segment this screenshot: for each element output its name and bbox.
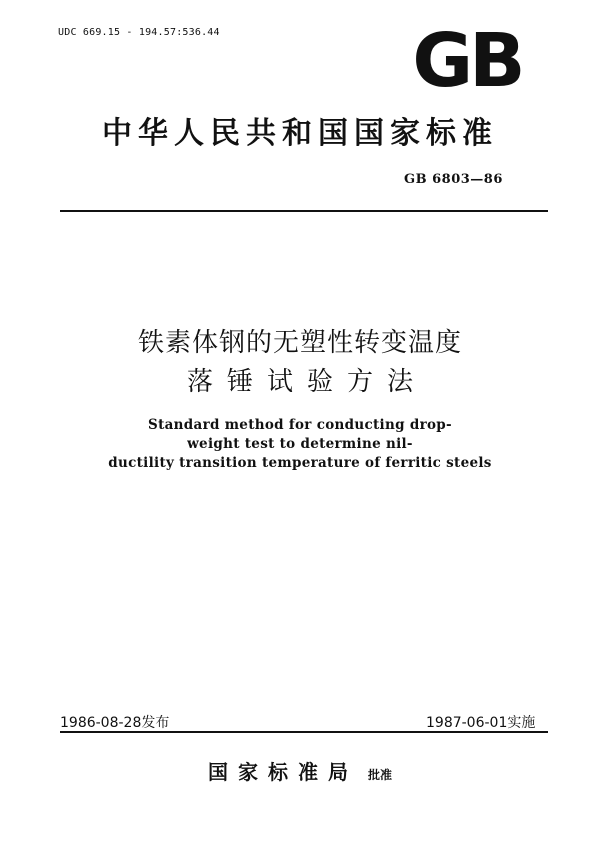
- issuer-line: [0, 756, 600, 785]
- top-divider: [60, 210, 548, 212]
- bottom-divider: [60, 731, 548, 733]
- national-standard-heading: 中华人民共和国国家标准: [102, 116, 498, 151]
- implementation-date: 1987-06-01实施: [426, 715, 536, 731]
- issue-date: 1986-08-28发布: [60, 715, 170, 731]
- gb-logo: [408, 26, 526, 92]
- title-cn-line2: 落锤试验方法: [186, 367, 427, 397]
- issuer-approve: 批准: [367, 768, 392, 782]
- title-en-line2: weight test to determine nil-: [187, 436, 413, 452]
- udc-code: UDC 669.15 - 194.57:536.44: [58, 27, 220, 38]
- gb-logo-text: GB: [412, 26, 522, 92]
- issuer-name: 国家标准局: [207, 760, 358, 784]
- title-en-line1: Standard method for conducting drop-: [148, 417, 452, 433]
- title-cn-line1: 铁素体钢的无塑性转变温度: [137, 328, 462, 358]
- title-en-line3: ductility transition temperature of ferritic steels: [108, 455, 492, 471]
- standard-number: GB 6803—86: [404, 172, 503, 187]
